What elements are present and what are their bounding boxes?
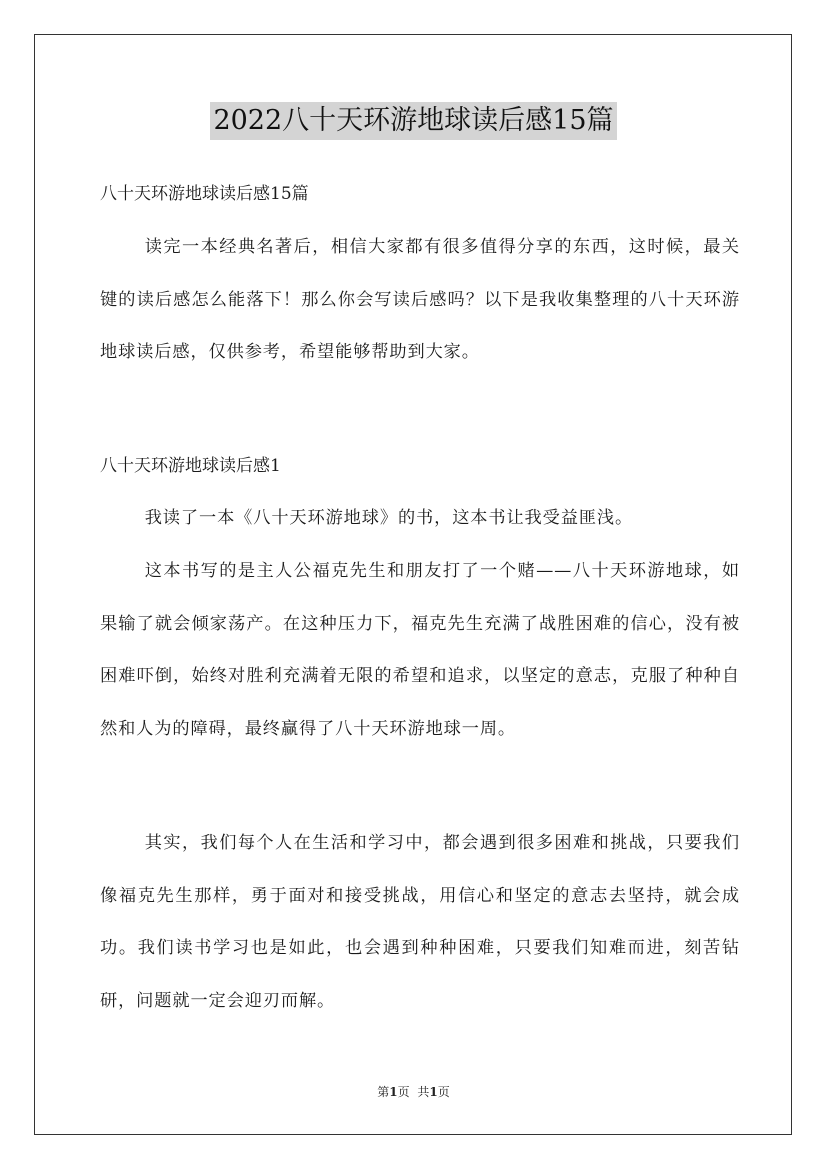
title-container [0,102,827,140]
footer-total-pages: 1 [429,1085,438,1099]
document-subtitle: 八十天环游地球读后感15篇 [100,184,309,204]
intro-paragraph: 读完一本经典名著后，相信大家都有很多值得分享的东西，这时候，最关键的读后感怎么能落下！那么你会写读后感吗？以下是我收集整理的八十天环游地球读后感，仅供参考，希望能够帮助到大家。 [100,237,740,362]
body-paragraph-3: 其实，我们每个人在生活和学习中，都会遇到很多困难和挑战，只要我们像福克先生那样，勇于面对和接受挑战，用信心和坚定的意志去坚持，就会成功。我们读书学习也是如此，也会遇到种种困难，只要我们知难而进，刻苦钻研，问题就一定会迎刃而解。 [100,833,740,1011]
footer-total-prefix: 共 [417,1085,430,1099]
footer-page-number: 1 [389,1085,398,1099]
document-title: 2022八十天环游地球读后感15篇 [210,102,616,140]
page-footer [0,1083,827,1101]
body-paragraph-1: 我读了一本《八十天环游地球》的书，这本书让我受益匪浅。 [144,508,634,528]
body-paragraph-2: 这本书写的是主人公福克先生和朋友打了一个赌——八十天环游地球，如果输了就会倾家荡产。在这种压力下，福克先生充满了战胜困难的信心，没有被困难吓倒，始终对胜利充满着无限的希望和追求，以坚定的意志，克服了种种自然和人为的障碍，最终赢得了八十天环游地球一周。 [100,561,740,739]
footer-page-prefix: 第 [377,1085,390,1099]
footer-total-suffix: 页 [437,1085,450,1099]
footer-page-suffix: 页 [397,1085,410,1099]
section-heading-1: 八十天环游地球读后感1 [100,456,281,476]
